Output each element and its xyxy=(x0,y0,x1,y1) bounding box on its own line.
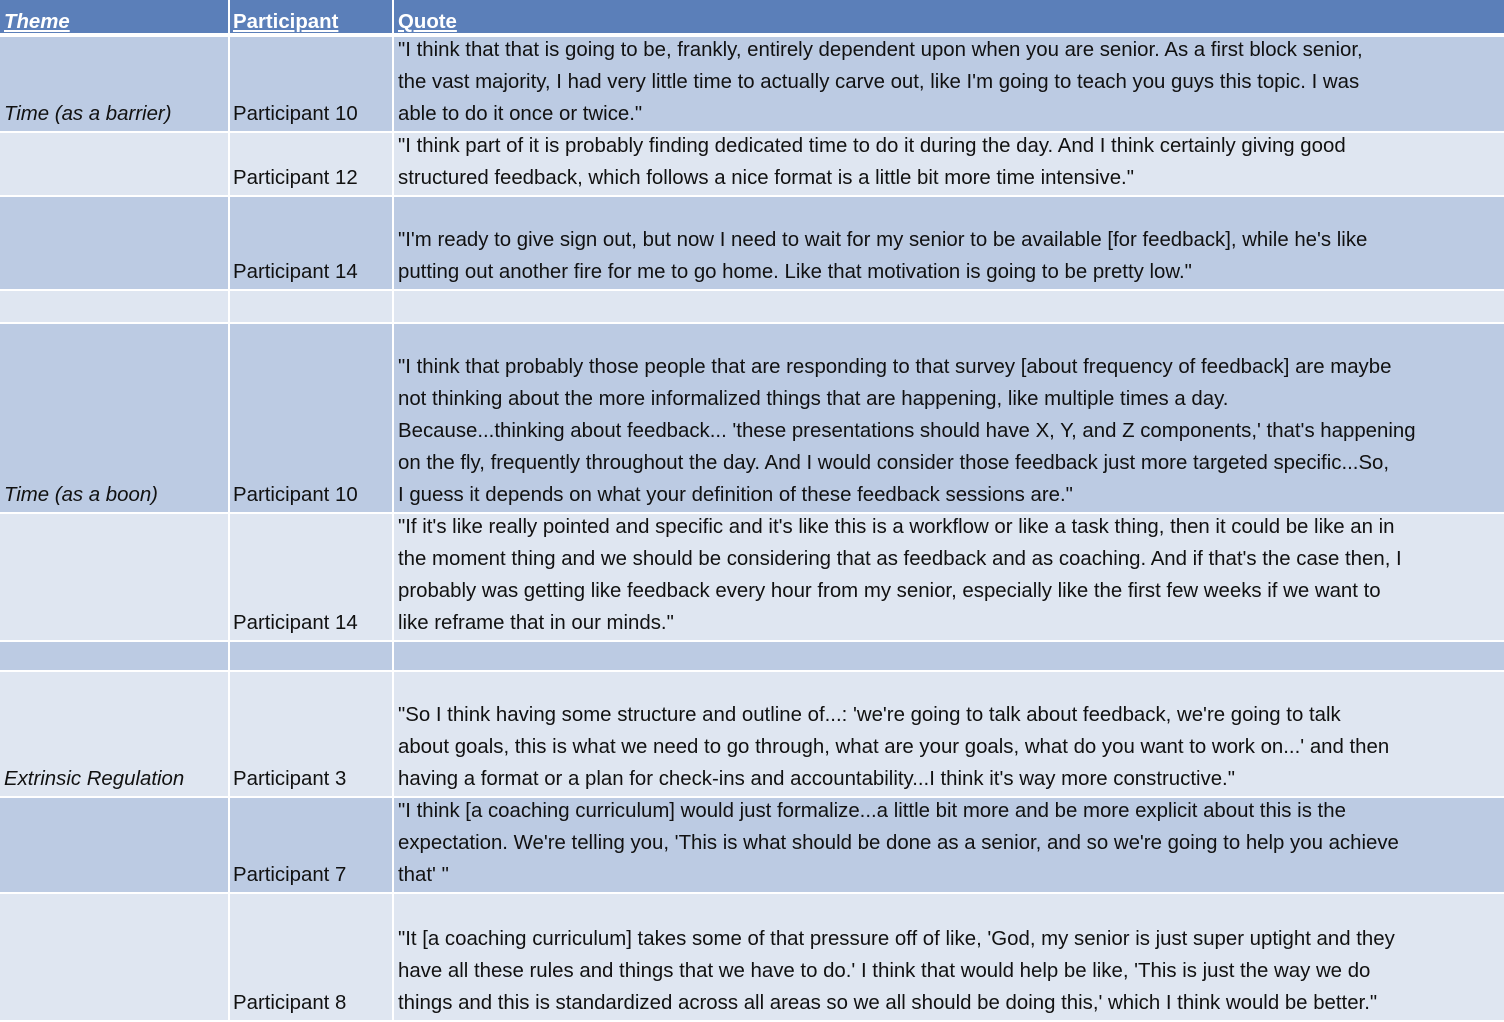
header-participant: Participant xyxy=(230,0,392,33)
quote-cell xyxy=(394,672,1504,796)
theme-cell xyxy=(0,894,228,1020)
quote-text: "I think [a coaching curriculum] would just formalize...a little bit more and be more explicit about this is the expectation. We're telling you, 'This is what should be done as a senior, and so we're going to help you achieve that' " xyxy=(398,800,1399,887)
theme-cell xyxy=(0,798,228,892)
participant-cell: Participant 14 xyxy=(230,197,392,289)
table-row xyxy=(0,672,1504,796)
theme-cell: Time (as a boon) xyxy=(0,324,228,512)
participant-cell xyxy=(230,291,392,322)
participant-cell: Participant 12 xyxy=(230,133,392,195)
theme-cell xyxy=(0,197,228,289)
quote-cell xyxy=(394,133,1504,195)
table-row xyxy=(0,133,1504,195)
table-row-spacer xyxy=(0,642,1504,670)
quote-text: "If it's like really pointed and specific and it's like this is a workflow or like a task thing, then it could be like an in the moment thing and we should be considering that as feedback and as coaching. And if that's the case then, I probably was getting like feedback every hour from my senior, especially like the first few weeks if we want to like reframe that in our minds." xyxy=(398,516,1402,635)
header-quote: Quote xyxy=(394,0,1504,33)
table-row xyxy=(0,514,1504,640)
quote-text: "I think part of it is probably finding dedicated time to do it during the day. And I think certainly giving good structured feedback, which follows a nice format is a little bit more time intensive." xyxy=(398,135,1346,190)
theme-cell xyxy=(0,514,228,640)
participant-cell: Participant 3 xyxy=(230,672,392,796)
theme-cell xyxy=(0,133,228,195)
theme-cell: Extrinsic Regulation xyxy=(0,672,228,796)
participant-cell: Participant 8 xyxy=(230,894,392,1020)
participant-cell: Participant 14 xyxy=(230,514,392,640)
quote-cell xyxy=(394,642,1504,670)
quote-text: "It [a coaching curriculum] takes some of that pressure off of like, 'God, my senior is just super uptight and they have all these rules and things that we have to do.' I think that would help be like, 'This is just the way we do things and this is standardized across all areas so we all should be doing this,' which I think would be better." xyxy=(398,928,1395,1015)
table-row xyxy=(0,798,1504,892)
quote-cell xyxy=(394,514,1504,640)
quote-cell xyxy=(394,37,1504,131)
theme-cell xyxy=(0,642,228,670)
quote-cell xyxy=(394,291,1504,322)
theme-cell xyxy=(0,291,228,322)
quote-cell xyxy=(394,894,1504,1020)
table-header-row xyxy=(0,0,1504,33)
quote-cell xyxy=(394,324,1504,512)
quote-text: "So I think having some structure and outline of...: 'we're going to talk about feedback, we're going to talk about goals, this is what we need to go through, what are your goals, what do you want to work on...' and then having a format or a plan for check-ins and accountability...I think it's way more constructive." xyxy=(398,704,1390,791)
quote-text: "I'm ready to give sign out, but now I need to wait for my senior to be available [for feedback], while he's like putting out another fire for me to go home. Like that motivation is going to be pretty low." xyxy=(398,229,1368,284)
table-row xyxy=(0,197,1504,289)
participant-cell: Participant 10 xyxy=(230,324,392,512)
quote-cell xyxy=(394,798,1504,892)
table-row xyxy=(0,324,1504,512)
quote-text: "I think that probably those people that are responding to that survey [about frequency of feedback] are maybe not thinking about the more informalized things that are happening, like multiple times a day. Because...thinking about feedback... 'these presentations should have X, Y, and Z components,' that's happening on the fly, frequently throughout the day. And I would consider those feedback just more targeted specific...So, I guess it depends on what your definition of these feedback sessions are." xyxy=(398,356,1416,507)
quote-cell xyxy=(394,197,1504,289)
theme-cell: Time (as a barrier) xyxy=(0,37,228,131)
quote-text: "I think that that is going to be, frankly, entirely dependent upon when you are senior. As a first block senior, the vast majority, I had very little time to actually carve out, like I'm going to teach you guys this topic. I was able to do it once or twice." xyxy=(398,39,1363,126)
header-theme: Theme xyxy=(0,0,228,33)
table-row xyxy=(0,37,1504,131)
participant-cell: Participant 7 xyxy=(230,798,392,892)
participant-cell: Participant 10 xyxy=(230,37,392,131)
table-row-spacer xyxy=(0,291,1504,322)
participant-cell xyxy=(230,642,392,670)
table-row xyxy=(0,894,1504,1020)
